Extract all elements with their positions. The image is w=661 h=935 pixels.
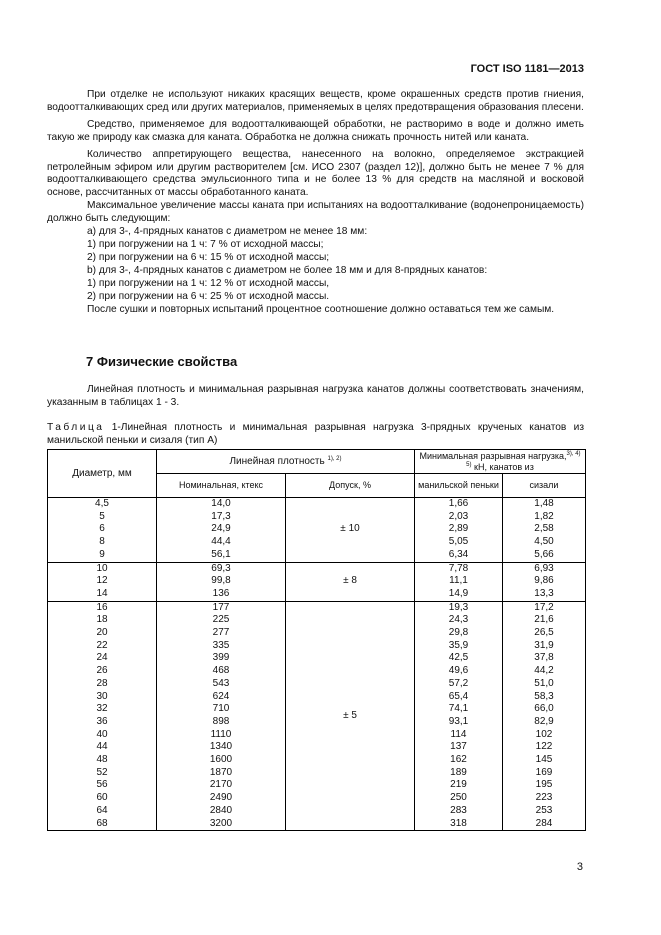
cell-nominal-density: 399 (157, 652, 286, 665)
cell-diameter: 8 (48, 536, 157, 549)
cell-manila-load: 24,3 (415, 614, 503, 627)
header-linear-density-footnote: 1), 2) (327, 456, 342, 462)
cell-sisal-load: 58,3 (503, 691, 586, 704)
paragraph-finishing: При отделке не используют никаких красящих веществ, кроме окрашенных средств против гниения, водоотталкивающих сред или других материалов, применяемых в целях предотвращения образования плесени. (47, 89, 584, 113)
cell-manila-load: 114 (415, 729, 503, 742)
cell-manila-load: 11,1 (415, 575, 503, 588)
paragraph-mass-increase: Максимальное увеличение массы каната при испытаниях на водоотталкивание (водонепроницаемость) должно быть следующим: (47, 200, 584, 225)
cell-sisal-load: 5,66 (503, 549, 586, 562)
cell-nominal-density: 543 (157, 678, 286, 691)
cell-diameter: 20 (48, 627, 157, 640)
cell-nominal-density: 335 (157, 640, 286, 653)
cell-sisal-load: 17,2 (503, 601, 586, 614)
cell-manila-load: 49,6 (415, 665, 503, 678)
header-manila: манильской пеньки (415, 474, 503, 498)
cell-sisal-load: 4,50 (503, 536, 586, 549)
cell-manila-load: 35,9 (415, 640, 503, 653)
cell-diameter: 52 (48, 767, 157, 780)
cell-nominal-density: 44,4 (157, 536, 286, 549)
cell-nominal-density: 468 (157, 665, 286, 678)
cell-sisal-load: 66,0 (503, 703, 586, 716)
cell-diameter: 68 (48, 818, 157, 831)
cell-manila-load: 1,66 (415, 498, 503, 511)
cell-manila-load: 137 (415, 741, 503, 754)
cell-nominal-density: 56,1 (157, 549, 286, 562)
cell-nominal-density: 17,3 (157, 511, 286, 524)
cell-diameter: 4,5 (48, 498, 157, 511)
section-text: Линейная плотность и минимальная разрывная нагрузка канатов должны соответствовать значениям, указанным в таблицах 1 - 3. (47, 384, 584, 408)
cell-nominal-density: 225 (157, 614, 286, 627)
cell-sisal-load: 2,58 (503, 523, 586, 536)
cell-sisal-load: 122 (503, 741, 586, 754)
cell-diameter: 30 (48, 691, 157, 704)
cell-nominal-density: 1110 (157, 729, 286, 742)
header-breaking-load-unit: кН, канатов из (474, 461, 534, 472)
header-breaking-load (415, 450, 586, 474)
cell-nominal-density: 2490 (157, 792, 286, 805)
cell-manila-load: 14,9 (415, 588, 503, 601)
cell-diameter: 6 (48, 523, 157, 536)
cell-nominal-density: 1340 (157, 741, 286, 754)
list-item-a: a) для 3-, 4-прядных канатов с диаметром не менее 18 мм: (87, 226, 368, 238)
cell-sisal-load: 253 (503, 805, 586, 818)
cell-sisal-load: 37,8 (503, 652, 586, 665)
cell-nominal-density: 99,8 (157, 575, 286, 588)
cell-diameter: 9 (48, 549, 157, 562)
document-header: ГОСТ ISO 1181—2013 (470, 63, 584, 75)
cell-sisal-load: 26,5 (503, 627, 586, 640)
cell-diameter: 16 (48, 601, 157, 614)
cell-diameter: 26 (48, 665, 157, 678)
header-diameter: Диаметр, мм (48, 450, 157, 498)
header-nominal: Номинальная, ктекс (157, 474, 286, 498)
cell-diameter: 22 (48, 640, 157, 653)
header-breaking-load-footnote-1: 3), 4) (566, 450, 581, 457)
header-breaking-load-footnote-2: 5) (466, 461, 472, 468)
cell-diameter: 60 (48, 792, 157, 805)
cell-manila-load: 7,78 (415, 562, 503, 575)
cell-nominal-density: 3200 (157, 818, 286, 831)
cell-diameter: 40 (48, 729, 157, 742)
list-item-a2: 2) при погружении на 6 ч: 15 % от исходной массы; (87, 251, 330, 263)
header-linear-density (157, 450, 415, 474)
cell-sisal-load: 145 (503, 754, 586, 767)
cell-sisal-load: 9,86 (503, 575, 586, 588)
cell-diameter: 5 (48, 511, 157, 524)
cell-sisal-load: 44,2 (503, 665, 586, 678)
cell-diameter: 10 (48, 562, 157, 575)
cell-manila-load: 57,2 (415, 678, 503, 691)
table-caption-prefix: Таблица (47, 422, 105, 433)
cell-tolerance: ± 5 (286, 601, 415, 831)
cell-sisal-load: 223 (503, 792, 586, 805)
cell-diameter: 32 (48, 703, 157, 716)
cell-diameter: 24 (48, 652, 157, 665)
cell-manila-load: 219 (415, 779, 503, 792)
cell-manila-load: 42,5 (415, 652, 503, 665)
body-text (47, 89, 584, 316)
header-tolerance: Допуск, % (286, 474, 415, 498)
cell-manila-load: 189 (415, 767, 503, 780)
cell-sisal-load: 21,6 (503, 614, 586, 627)
table-body (48, 498, 586, 831)
cell-manila-load: 318 (415, 818, 503, 831)
cell-tolerance: ± 10 (286, 498, 415, 563)
cell-diameter: 48 (48, 754, 157, 767)
cell-nominal-density: 277 (157, 627, 286, 640)
cell-sisal-load: 284 (503, 818, 586, 831)
cell-manila-load: 6,34 (415, 549, 503, 562)
table-row (48, 562, 586, 575)
cell-manila-load: 162 (415, 754, 503, 767)
cell-diameter: 64 (48, 805, 157, 818)
cell-nominal-density: 69,3 (157, 562, 286, 575)
list-item-a1: 1) при погружении на 1 ч: 7 % от исходной массы; (87, 238, 324, 250)
paragraph-water-repellent: Средство, применяемое для водоотталкивающей обработки, не растворимо в воде и должно иметь такую же природу как смазка для каната. Обработка не должна снижать прочность нитей или каната. (47, 118, 584, 143)
table-caption (47, 422, 584, 447)
section-title: 7 Физические свойства (86, 354, 238, 369)
cell-manila-load: 93,1 (415, 716, 503, 729)
cell-manila-load: 2,03 (415, 511, 503, 524)
cell-nominal-density: 898 (157, 716, 286, 729)
cell-nominal-density: 177 (157, 601, 286, 614)
cell-manila-load: 74,1 (415, 703, 503, 716)
list-item-b1: 1) при погружении на 1 ч: 12 % от исходной массы, (87, 277, 330, 289)
cell-manila-load: 5,05 (415, 536, 503, 549)
section-text-block (47, 384, 584, 410)
cell-manila-load: 283 (415, 805, 503, 818)
table-caption-text: 1-Линейная плотность и минимальная разрывная нагрузка 3-прядных крученых канатов из манильской пеньки и сизаля (тип А) (47, 422, 584, 446)
cell-sisal-load: 169 (503, 767, 586, 780)
cell-sisal-load: 195 (503, 779, 586, 792)
page-number: 3 (576, 861, 583, 873)
table-row (48, 498, 586, 511)
cell-manila-load: 2,89 (415, 523, 503, 536)
cell-sisal-load: 82,9 (503, 716, 586, 729)
cell-nominal-density: 1600 (157, 754, 286, 767)
cell-nominal-density: 24,9 (157, 523, 286, 536)
cell-nominal-density: 2840 (157, 805, 286, 818)
cell-sisal-load: 1,82 (503, 511, 586, 524)
header-breaking-load-label: Минимальная разрывная нагрузка, (419, 450, 567, 461)
cell-nominal-density: 1870 (157, 767, 286, 780)
cell-diameter: 44 (48, 741, 157, 754)
cell-sisal-load: 6,93 (503, 562, 586, 575)
header-sisal: сизали (503, 474, 586, 498)
cell-diameter: 12 (48, 575, 157, 588)
data-table (47, 449, 586, 831)
cell-diameter: 36 (48, 716, 157, 729)
cell-tolerance: ± 8 (286, 562, 415, 601)
cell-manila-load: 65,4 (415, 691, 503, 704)
cell-diameter: 18 (48, 614, 157, 627)
cell-manila-load: 250 (415, 792, 503, 805)
cell-diameter: 28 (48, 678, 157, 691)
cell-nominal-density: 14,0 (157, 498, 286, 511)
cell-sisal-load: 1,48 (503, 498, 586, 511)
table-row (48, 601, 586, 614)
cell-diameter: 14 (48, 588, 157, 601)
header-linear-density-label: Линейная плотность (229, 456, 325, 467)
cell-sisal-load: 102 (503, 729, 586, 742)
cell-nominal-density: 624 (157, 691, 286, 704)
cell-diameter: 56 (48, 779, 157, 792)
cell-manila-load: 19,3 (415, 601, 503, 614)
cell-manila-load: 29,8 (415, 627, 503, 640)
paragraph-after-drying: После сушки и повторных испытаний процентное соотношение должно оставаться тем же самым. (87, 303, 555, 315)
cell-nominal-density: 2170 (157, 779, 286, 792)
cell-nominal-density: 710 (157, 703, 286, 716)
cell-sisal-load: 13,3 (503, 588, 586, 601)
cell-nominal-density: 136 (157, 588, 286, 601)
list-item-b2: 2) при погружении на 6 ч: 25 % от исходной массы. (87, 290, 330, 302)
paragraph-finishing-amount: Количество аппретирующего вещества, нанесенного на волокно, определяемое экстракцией петролейным эфиром или другим растворителем [см. ИСО 2307 (раздел 12)], должно быть не менее 7 % для водоотталкивающего средства эмульсионного типа и не более 13 % для средств на масляной и восковой основе, рассчитанных от массы обработанного каната. (47, 148, 584, 199)
cell-sisal-load: 51,0 (503, 678, 586, 691)
list-item-b: b) для 3-, 4-прядных канатов с диаметром не более 18 мм и для 8-прядных канатов: (87, 264, 488, 276)
cell-sisal-load: 31,9 (503, 640, 586, 653)
